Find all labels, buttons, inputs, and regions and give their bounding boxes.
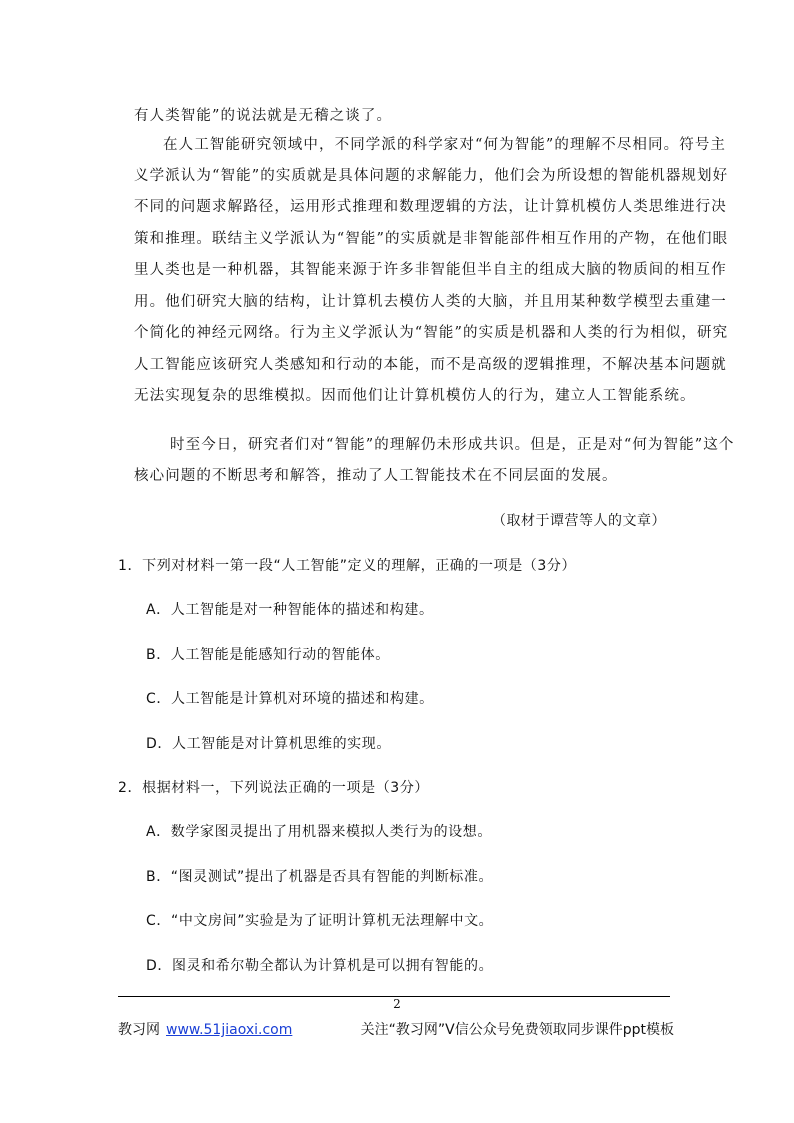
option-c[interactable]: C．“中文房间”实验是为了证明计算机无法理解中文。: [146, 913, 494, 929]
footer-site-name: 教习网: [118, 1022, 160, 1038]
passage-line: 时至今日，研究者们对“智能”的理解仍未形成共识。但是，正是对“何为智能”这个: [170, 437, 735, 453]
passage-line: 核心问题的不断思考和解答，推动了人工智能技术在不同层面的发展。: [134, 468, 618, 484]
passage-source: （取材于谭营等人的文章）: [492, 513, 666, 529]
passage-line: 用。他们研究大脑的结构，让计算机去模仿人类的大脑，并且用某种数学模型去重建一: [134, 294, 727, 310]
passage-line: 人工智能应该研究人类感知和行动的本能，而不是高级的逻辑推理，不解决基本问题就: [134, 357, 727, 373]
passage-line-continued: 有人类智能”的说法就是无稽之谈了。: [134, 108, 393, 124]
passage-line: 在人工智能研究领域中，不同学派的科学家对“何为智能”的理解不尽相同。符号主: [163, 137, 727, 153]
option-b[interactable]: B．人工智能是能感知行动的智能体。: [146, 647, 390, 663]
option-c[interactable]: C．人工智能是计算机对环境的描述和构建。: [146, 691, 434, 707]
option-a[interactable]: A．人工智能是对一种智能体的描述和构建。: [146, 602, 434, 618]
option-d[interactable]: D．图灵和希尔勒全都认为计算机是可以拥有智能的。: [146, 958, 494, 974]
passage-line: 个简化的神经元网络。行为主义学派认为“智能”的实质是机器和人类的行为相似，研究: [134, 325, 729, 341]
option-a[interactable]: A．数学家图灵提出了用机器来模拟人类行为的设想。: [146, 824, 492, 840]
passage-line: 里人类也是一种机器，其智能来源于许多非智能但半自主的组成大脑的物质间的相互作: [134, 262, 727, 278]
footer-site-link[interactable]: www.51jiaoxi.com: [166, 1022, 293, 1038]
passage-line: 策和推理。联结主义学派认为“智能”的实质就是非智能部件相互作用的产物，在他们眼: [134, 231, 729, 247]
passage-line: 义学派认为“智能”的实质就是具体问题的求解能力，他们会为所设想的智能机器规划好: [134, 168, 729, 184]
option-d[interactable]: D．人工智能是对计算机思维的实现。: [146, 736, 391, 752]
option-b[interactable]: B．“图灵测试”提出了机器是否具有智能的判断标准。: [146, 869, 494, 885]
page-number: 2: [393, 997, 401, 1011]
footer-promo-text: 关注“教习网”V信公众号免费领取同步课件ppt模板: [360, 1022, 674, 1038]
page-footer: [118, 1019, 674, 1039]
question-stem: 1．下列对材料一第一段“人工智能”定义的理解，正确的一项是（3分）: [118, 558, 577, 574]
question-stem: 2．根据材料一，下列说法正确的一项是（3分）: [118, 780, 430, 796]
passage-line: 不同的问题求解路径，运用形式推理和数理逻辑的方法，让计算机模仿人类思维进行决: [134, 199, 727, 215]
passage-line: 无法实现复杂的思维模拟。因而他们让计算机模仿人的行为，建立人工智能系统。: [134, 388, 696, 404]
